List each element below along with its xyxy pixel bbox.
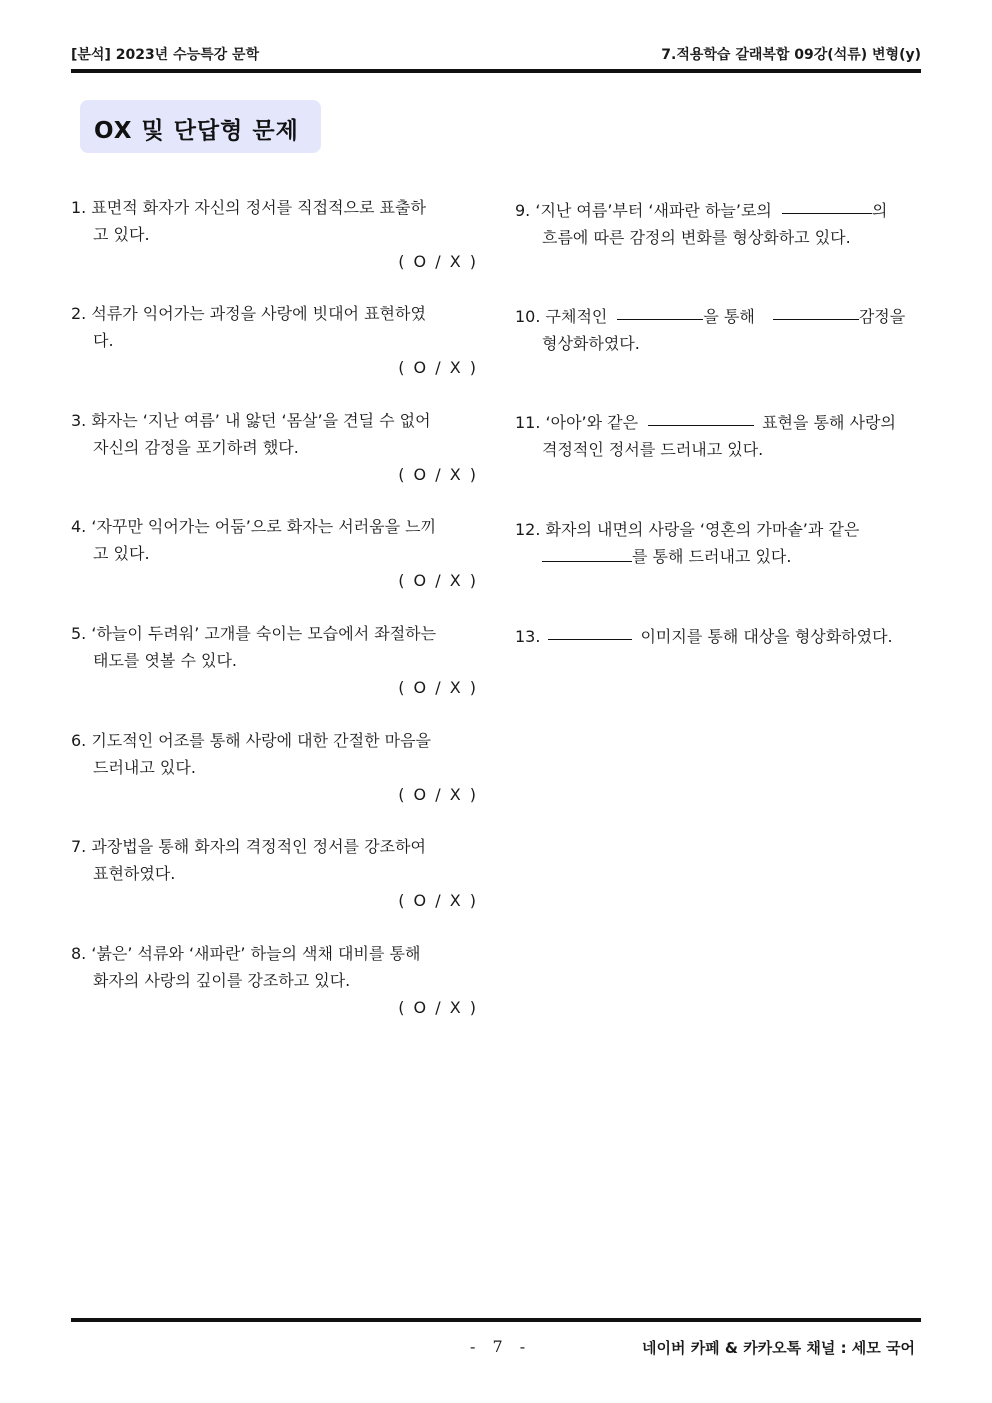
question-11-line1 xyxy=(515,409,921,436)
question-12-line1: 12. 화자의 내면의 사랑을 ‘영혼의 가마솥’과 같은 xyxy=(515,520,860,539)
section-title: OX 및 단답형 문제 xyxy=(94,118,299,144)
question-10-text-c: 감정을 xyxy=(858,307,906,326)
question-8-line1: 8. ‘붉은’ 석류와 ‘새파란’ 하늘의 색채 대비를 통해 xyxy=(71,944,421,963)
question-6-line2: 드러내고 있다. xyxy=(93,758,196,777)
ox-choice-6: ( O / X ) xyxy=(398,785,478,804)
ox-choice-3: ( O / X ) xyxy=(398,465,478,484)
question-2-line1: 2. 석류가 익어가는 과정을 사랑에 빗대어 표현하였 xyxy=(71,304,426,323)
question-10-text-b: 을 통해 xyxy=(703,307,755,326)
question-11-line2: 격정적인 정서를 드러내고 있다. xyxy=(542,440,764,459)
ox-choice-1: ( O / X ) xyxy=(398,252,478,271)
question-13-text-b: 이미지를 통해 대상을 형상화하였다. xyxy=(640,627,893,646)
question-10-text-a: 10. 구체적인 xyxy=(515,307,608,326)
question-7 xyxy=(71,833,478,910)
answer-blank-11[interactable] xyxy=(648,409,754,426)
question-1-line1: 1. 표면적 화자가 자신의 정서를 직접적으로 표출하 xyxy=(71,198,426,217)
question-12 xyxy=(515,516,921,570)
question-12-text-b: 를 통해 드러내고 있다. xyxy=(632,547,792,566)
question-5-line1: 5. ‘하늘이 두려워’ 고개를 숙이는 모습에서 좌절하는 xyxy=(71,624,437,643)
ox-choice-7: ( O / X ) xyxy=(398,891,478,910)
question-4-line2: 고 있다. xyxy=(93,544,150,563)
question-4 xyxy=(71,513,478,590)
question-13 xyxy=(515,623,921,650)
page-number: - 7 - xyxy=(470,1337,532,1356)
question-4-line1: 4. ‘자꾸만 익어가는 어둠’으로 화자는 서러움을 느끼 xyxy=(71,517,437,536)
ox-choice-5: ( O / X ) xyxy=(398,678,478,697)
question-2 xyxy=(71,300,478,377)
question-8 xyxy=(71,940,478,1017)
answer-blank-9[interactable] xyxy=(782,197,872,214)
question-7-line2: 표현하였다. xyxy=(93,864,176,883)
bottom-rule xyxy=(71,1318,921,1322)
question-9-line2: 흐름에 따른 감정의 변화를 형상화하고 있다. xyxy=(542,228,851,247)
answer-blank-12[interactable] xyxy=(542,545,632,562)
question-8-line2: 화자의 사랑의 깊이를 강조하고 있다. xyxy=(93,971,351,990)
header-right: 7.적용학습 갈래복합 09강(석류) 변형(y) xyxy=(661,47,921,63)
header-left: [분석] 2023년 수능특강 문학 xyxy=(71,47,260,63)
question-9 xyxy=(515,197,921,251)
question-13-line1 xyxy=(515,623,921,650)
question-10-line2: 형상화하였다. xyxy=(542,334,640,353)
question-12-line2 xyxy=(515,543,921,570)
answer-blank-10b[interactable] xyxy=(773,303,859,320)
question-5-line2: 태도를 엿볼 수 있다. xyxy=(93,651,237,670)
question-11-text-b: 표현을 통해 사랑의 xyxy=(762,413,896,432)
question-6-line1: 6. 기도적인 어조를 통해 사랑에 대한 간절한 마음을 xyxy=(71,731,431,750)
question-3-line2: 자신의 감정을 포기하려 했다. xyxy=(93,438,299,457)
section-title-box xyxy=(80,100,321,153)
question-1-line2: 고 있다. xyxy=(93,225,150,244)
question-10 xyxy=(515,303,921,357)
ox-choice-8: ( O / X ) xyxy=(398,998,478,1017)
question-3 xyxy=(71,407,478,484)
question-9-text-a: 9. ‘지난 여름’부터 ‘새파란 하늘’로의 xyxy=(515,201,772,220)
question-6 xyxy=(71,727,478,804)
ox-choice-2: ( O / X ) xyxy=(398,358,478,377)
question-2-line2: 다. xyxy=(93,331,114,350)
question-9-text-b: 의 xyxy=(871,201,888,220)
footer-channel: 네이버 카페 & 카카오톡 채널 : 세모 국어 xyxy=(642,1339,915,1357)
answer-blank-13[interactable] xyxy=(548,623,632,640)
ox-choice-4: ( O / X ) xyxy=(398,571,478,590)
question-1 xyxy=(71,194,478,271)
question-7-line1: 7. 과장법을 통해 화자의 격정적인 정서를 강조하여 xyxy=(71,837,426,856)
question-13-text-a: 13. xyxy=(515,627,541,646)
question-11 xyxy=(515,409,921,463)
question-5 xyxy=(71,620,478,697)
question-9-line1 xyxy=(515,197,921,224)
question-10-line1 xyxy=(515,303,921,330)
answer-blank-10a[interactable] xyxy=(617,303,703,320)
question-3-line1: 3. 화자는 ‘지난 여름’ 내 앓던 ‘몸살’을 견딜 수 없어 xyxy=(71,411,431,430)
question-11-text-a: 11. ‘아아’와 같은 xyxy=(515,413,639,432)
top-rule xyxy=(71,69,921,73)
